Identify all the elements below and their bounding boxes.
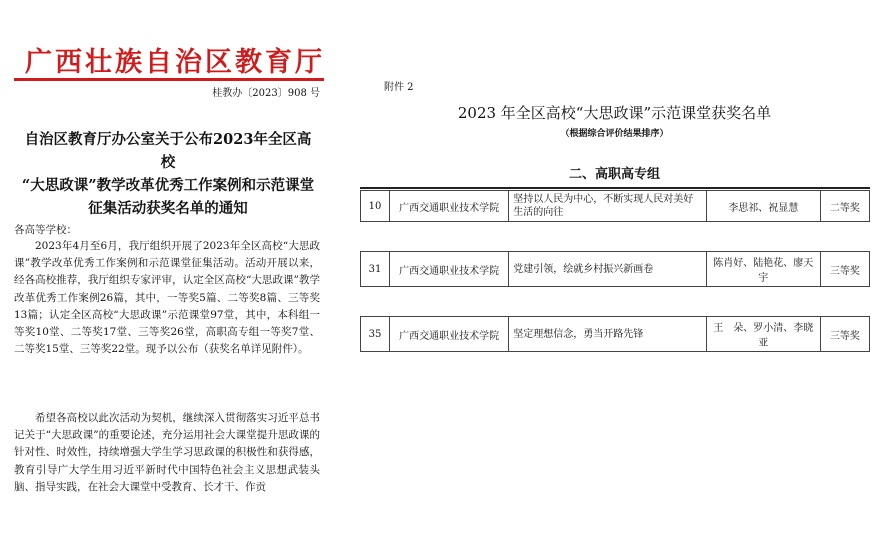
school-cell: 广西交通职业技术学院 — [390, 317, 509, 352]
table-row — [361, 191, 870, 222]
document-number: 桂教办〔2023〕908 号 — [212, 88, 320, 99]
body-paragraph-1: 2023年4月至6月，我厅组织开展了2023年全区高校“大思政课”教学改革优秀工作案例和示范课堂征集活动。活动开展以来，经各高校推荐，我厅组织专家评审，认定全区高校“大思政课”教学改革优秀工作案例26篇，其中，一等奖5篇、二等奖8篇、三等奖13篇；认定全区高校“大思政课”示范课堂97堂，其中，本科组一等奖10堂、二等奖17堂、三等奖26堂，高职高专组一等奖7堂、二等奖15堂、三等奖22堂。现予以公布（获奖名单详见附件）。 — [14, 240, 320, 356]
award-table — [360, 190, 870, 352]
section-heading: 二、高职高专组 — [568, 167, 660, 182]
award-level-cell: 三等奖 — [820, 317, 869, 352]
agency-header: 广西壮族自治区教育厅 — [25, 47, 325, 78]
award-list-title: 2023 年全区高校“大思政课”示范课堂获奖名单 — [457, 104, 772, 122]
notice-title-line: 自治区教育厅办公室关于公布2023年全区高校 — [24, 131, 312, 171]
teachers-cell: 王 朵、罗小清、李晓亚 — [706, 317, 820, 352]
notice-document — [0, 0, 350, 552]
course-title-cell: 坚定理想信念，勇当开路先锋 — [509, 317, 706, 352]
teachers-cell: 李思祁、祝显慧 — [706, 191, 820, 222]
recipient: 各高等学校： — [14, 224, 77, 236]
table-row — [361, 317, 870, 352]
notice-title-line: 征集活动获奖名单的通知 — [88, 200, 248, 217]
course-title-cell: 党建引领，绘就乡村振兴新画卷 — [509, 252, 706, 287]
row-gap — [361, 222, 870, 252]
red-divider — [14, 78, 324, 81]
body-paragraph-2: 希望各高校以此次活动为契机，继续深入贯彻落实习近平总书记关于“大思政课”的重要论述，充分运用社会大课堂提升思政课的针对性、时效性，持续增强大学生学习思政课的积极性和获得感，教育引导广大学生用习近平新时代中国特色社会主义思想武装头脑、指导实践，在社会大课堂中受教育、长才干、作贡 — [14, 412, 320, 493]
award-level-cell: 三等奖 — [820, 252, 869, 287]
school-cell: 广西交通职业技术学院 — [390, 252, 509, 287]
notice-title-line: “大思政课”教学改革优秀工作案例和示范课堂 — [21, 177, 315, 194]
row-gap — [361, 287, 870, 317]
award-list-subtitle: （根据综合评价结果排序） — [560, 129, 669, 139]
notice-title — [18, 128, 318, 220]
course-title-cell: 坚持以人民为中心，不断实现人民对美好生活的向往 — [509, 191, 706, 222]
school-cell: 广西交通职业技术学院 — [390, 191, 509, 222]
attachment-label: 附件 2 — [384, 82, 414, 93]
teachers-cell: 陈肖好、陆艳花、廖天宇 — [706, 252, 820, 287]
table-row — [361, 252, 870, 287]
award-level-cell: 二等奖 — [820, 191, 869, 222]
section-divider — [360, 187, 870, 189]
rank-cell: 31 — [361, 252, 390, 287]
award-list-document — [352, 0, 877, 552]
rank-cell: 10 — [361, 191, 390, 222]
rank-cell: 35 — [361, 317, 390, 352]
